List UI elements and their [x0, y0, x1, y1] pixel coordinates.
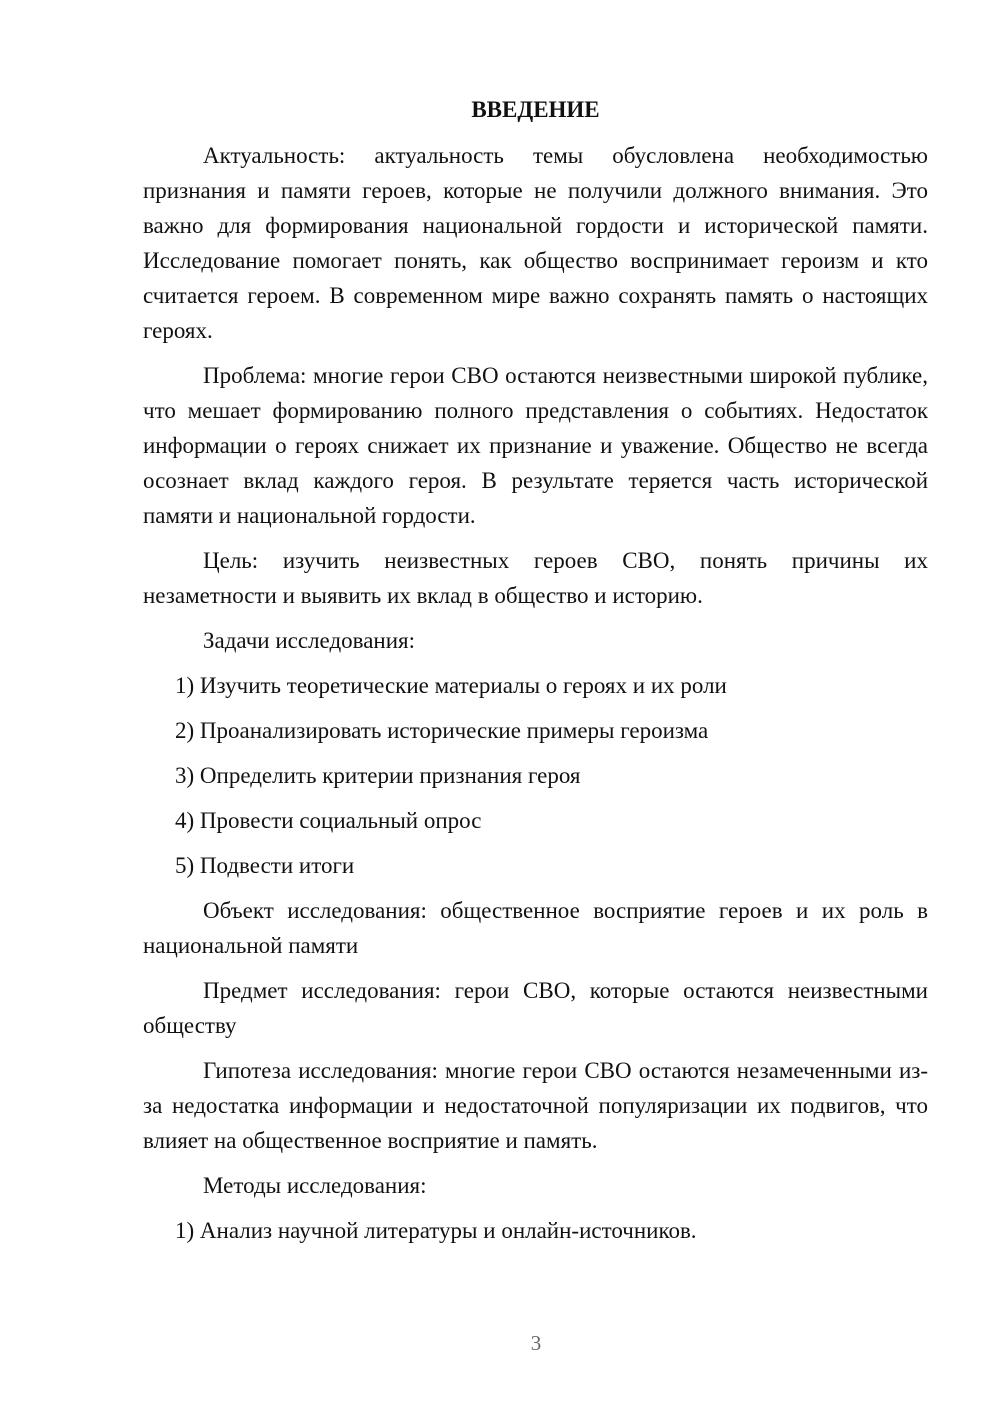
object-paragraph: Объект исследования: общественное восприятие героев и их роль в национальной памяти [143, 898, 928, 958]
goal-paragraph: Цель: изучить неизвестных героев СВО, понять причины их незаметности и выявить их вклад в общество и историю. [143, 548, 928, 608]
method-item-1: 1) Анализ научной литературы и онлайн-источников. [175, 1218, 697, 1243]
methods-heading: Методы исследования: [203, 1173, 427, 1198]
subject-paragraph: Предмет исследования: герои СВО, которые остаются неизвестными обществу [143, 978, 928, 1038]
section-title: ВВЕДЕНИЕ [471, 97, 600, 122]
page-number: 3 [530, 1331, 542, 1355]
hypothesis-paragraph: Гипотеза исследования: многие герои СВО остаются незамеченными из-за недостатка информации и недостаточной популяризации их подвигов, что влияет на общественное восприятие и память. [143, 1058, 928, 1153]
task-item-4: 4) Провести социальный опрос [175, 808, 482, 833]
problem-paragraph: Проблема: многие герои СВО остаются неизвестными широкой публике, что мешает формированию полного представления о событиях. Недостаток информации о героях снижает их признание и уважение. Общество не всегда осознает вклад каждого героя. В результате теряется часть исторической памяти и национальной гордости. [143, 363, 928, 528]
page-content [143, 92, 928, 1258]
task-item-5: 5) Подвести итоги [175, 853, 355, 878]
relevance-paragraph: Актуальность: актуальность темы обусловлена необходимостью признания и памяти героев, которые не получили должного внимания. Это важно для формирования национальной гордости и исторической памяти. Исследование помогает понять, как общество воспринимает героизм и кто считается героем. В современном мире важно сохранять память о настоящих героях. [143, 143, 928, 343]
task-item-3: 3) Определить критерии признания героя [175, 763, 581, 788]
tasks-heading: Задачи исследования: [203, 628, 416, 653]
task-item-1: 1) Изучить теоретические материалы о героях и их роли [175, 673, 727, 698]
task-item-2: 2) Проанализировать исторические примеры героизма [175, 718, 709, 743]
